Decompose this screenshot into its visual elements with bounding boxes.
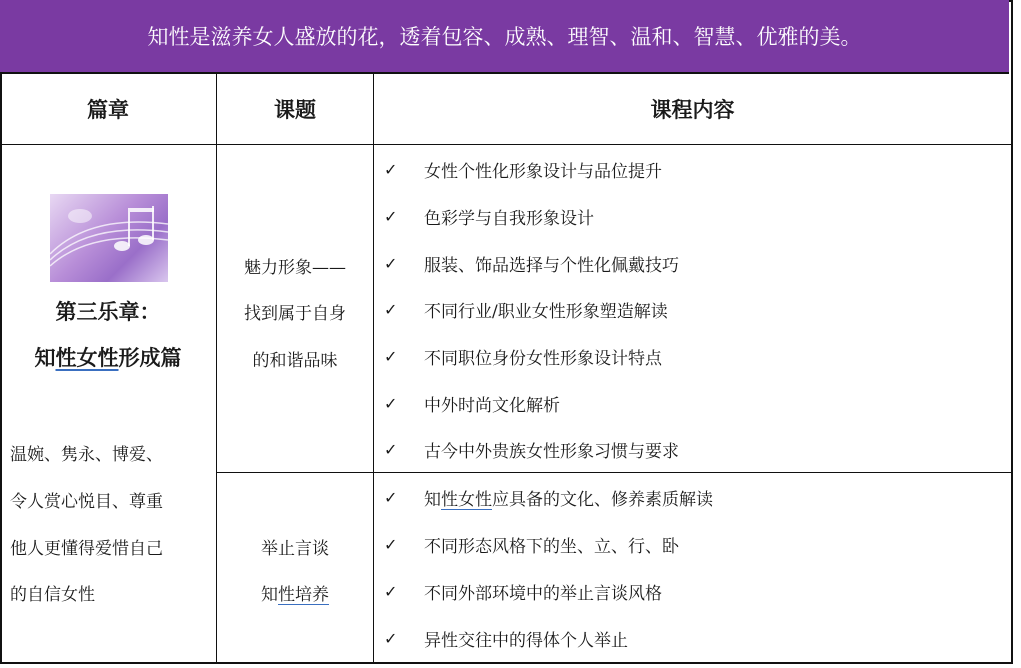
- column-header-chapter: 篇章: [87, 97, 129, 122]
- topic-1-line: 魅力形象——: [244, 258, 346, 278]
- check-icon: ✓: [384, 582, 398, 601]
- course-item: ✓ 服装、饰品选择与个性化佩戴技巧: [384, 254, 679, 276]
- course-item: ✓ 古今中外贵族女性形象习惯与要求: [384, 440, 679, 462]
- chapter-title-underlined: 性女性: [55, 345, 119, 370]
- column-header-content: 课程内容: [650, 97, 735, 122]
- check-icon: ✓: [384, 394, 398, 413]
- chapter-title-line2: 知性女性形成篇: [34, 345, 182, 370]
- topic-1-line: 找到属于自身: [244, 304, 346, 324]
- check-icon: ✓: [384, 160, 398, 179]
- course-item: ✓ 不同外部环境中的举止言谈风格: [384, 582, 662, 604]
- chapter-description-line: 他人更懂得爱惜自己: [10, 539, 163, 559]
- course-item: ✓ 女性个性化形象设计与品位提升: [384, 160, 662, 182]
- topic-2-line: 知性培养: [261, 585, 329, 605]
- course-item: ✓ 中外时尚文化解析: [384, 394, 560, 416]
- course-item: ✓ 异性交往中的得体个人举止: [384, 629, 628, 651]
- check-icon: ✓: [384, 300, 398, 319]
- check-icon: ✓: [384, 254, 398, 273]
- chapter-description-line: 令人赏心悦目、尊重: [10, 492, 163, 512]
- course-item: ✓ 色彩学与自我形象设计: [384, 207, 594, 229]
- chapter-image: [50, 194, 168, 282]
- topic-2-underlined: 性培养: [278, 585, 329, 605]
- column-divider: [373, 74, 374, 664]
- topic-1-line: 的和谐品味: [252, 351, 338, 371]
- chapter-title-line1: 第三乐章：: [55, 299, 161, 324]
- course-item: ✓ 不同形态风格下的坐、立、行、卧: [384, 535, 679, 557]
- course-item: ✓ 知 性女性 应具备的文化、修养素质解读: [384, 485, 713, 510]
- section-divider: [216, 472, 1011, 473]
- course-item-underlined: 性女性: [441, 490, 492, 510]
- check-icon: ✓: [384, 207, 398, 226]
- topic-2-line: 举止言谈: [261, 539, 329, 559]
- check-icon: ✓: [384, 347, 398, 366]
- check-icon: ✓: [384, 440, 398, 459]
- check-icon: ✓: [384, 535, 398, 554]
- course-item: ✓ 不同职位身份女性形象设计特点: [384, 347, 662, 369]
- check-icon: ✓: [384, 488, 398, 507]
- chapter-description-line: 温婉、隽永、博爱、: [10, 445, 163, 465]
- chapter-description-line: 的自信女性: [10, 585, 95, 605]
- column-header-topic: 课题: [274, 97, 316, 122]
- check-icon: ✓: [384, 629, 398, 648]
- header-divider: [0, 144, 1011, 145]
- course-item: ✓ 不同行业/职业女性形象塑造解读: [384, 300, 668, 322]
- banner-header: 知性是滋养女人盛放的花，透着包容、成熟、理智、温和、智慧、优雅的美。: [0, 0, 1009, 74]
